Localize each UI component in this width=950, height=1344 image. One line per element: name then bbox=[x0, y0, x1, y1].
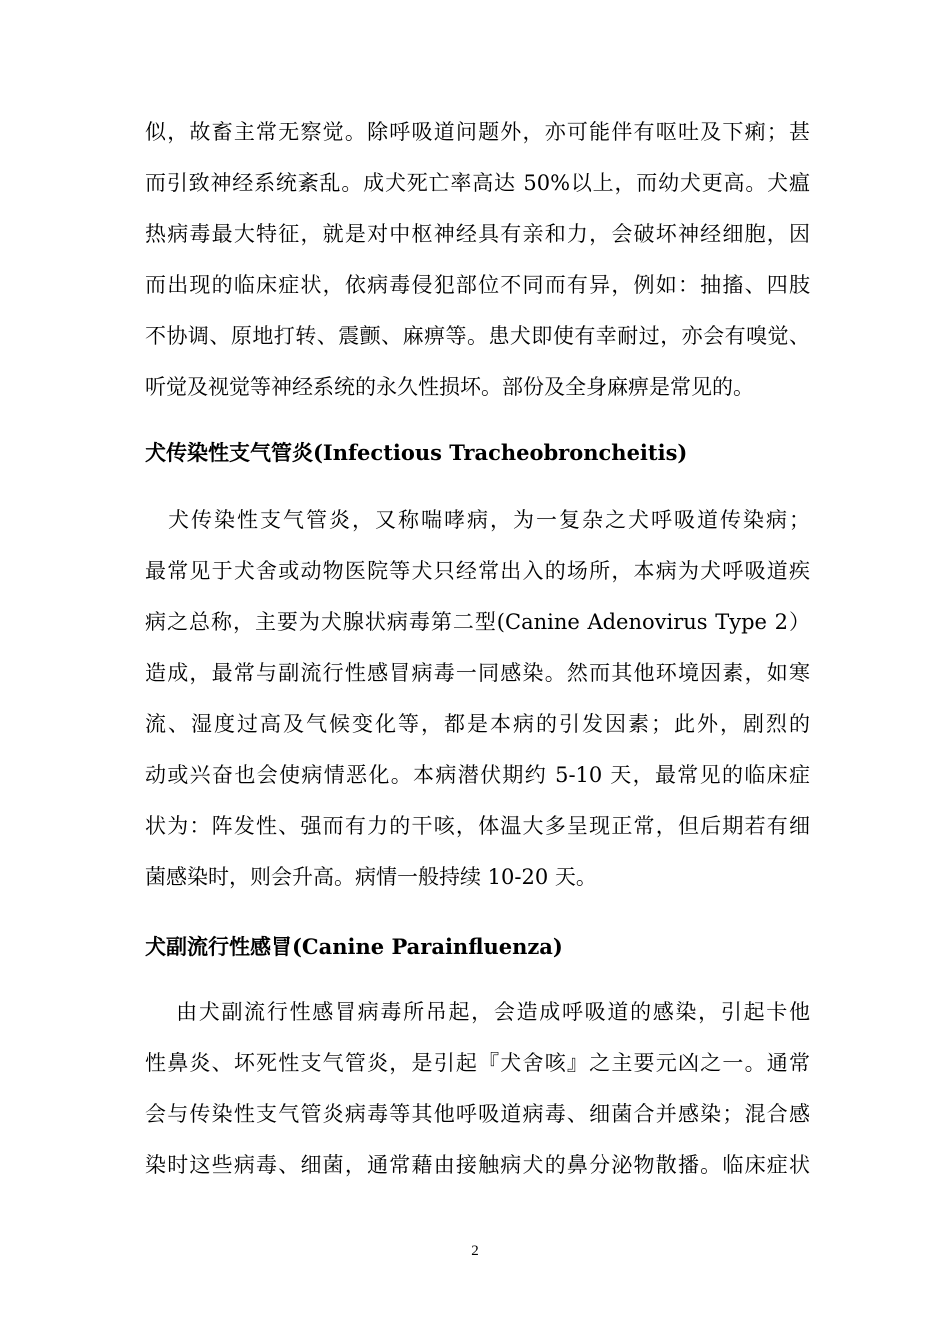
paragraph-line: 动或兴奋也会使病情恶化。本病潜伏期约 5-10 天，最常见的临床症 bbox=[145, 763, 810, 787]
paragraph-line: 菌感染时，则会升高。病情一般持续 10-20 天。 bbox=[145, 865, 597, 889]
paragraph-line: 病之总称，主要为犬腺状病毒第二型(Canine Adenovirus Type 2） bbox=[145, 610, 810, 634]
paragraph-line: 状为：阵发性、强而有力的干咳，体温大多呈现正常，但后期若有细 bbox=[145, 814, 810, 838]
section-heading-parainfluenza: 犬副流行性感冒(Canine Parainfluenza) bbox=[145, 934, 563, 959]
paragraph-line: 犬传染性支气管炎，又称喘哮病，为一复杂之犬呼吸道传染病； bbox=[145, 508, 810, 532]
paragraph-line: 而引致神经系统紊乱。成犬死亡率高达 50%以上，而幼犬更高。犬瘟 bbox=[145, 171, 810, 195]
paragraph-line: 会与传染性支气管炎病毒等其他呼吸道病毒、细菌合并感染；混合感 bbox=[145, 1102, 810, 1126]
paragraph-line: 流、湿度过高及气候变化等，都是本病的引发因素；此外，剧烈的 bbox=[145, 712, 810, 736]
paragraph-line: 而出现的临床症状，依病毒侵犯部位不同而有异，例如：抽搐、四肢 bbox=[145, 273, 810, 297]
paragraph-line: 造成，最常与副流行性感冒病毒一同感染。然而其他环境因素，如寒 bbox=[145, 661, 810, 685]
section-heading-tracheobronchitis: 犬传染性支气管炎(Infectious Tracheobroncheitis) bbox=[145, 440, 688, 465]
paragraph-line: 听觉及视觉等神经系统的永久性损坏。部份及全身麻痹是常见的。 bbox=[145, 375, 754, 399]
page-number: 2 bbox=[471, 1243, 479, 1259]
paragraph-line: 热病毒最大特征，就是对中枢神经具有亲和力，会破坏神经细胞，因 bbox=[145, 222, 810, 246]
paragraph-line: 最常见于犬舍或动物医院等犬只经常出入的场所，本病为犬呼吸道疾 bbox=[145, 559, 810, 583]
paragraph-line: 由犬副流行性感冒病毒所吊起，会造成呼吸道的感染，引起卡他 bbox=[145, 1000, 810, 1024]
paragraph-line: 染时这些病毒、细菌，通常藉由接触病犬的鼻分泌物散播。临床症状 bbox=[145, 1153, 810, 1177]
paragraph-line: 性鼻炎、坏死性支气管炎，是引起『犬舍咳』之主要元凶之一。通常 bbox=[145, 1051, 810, 1075]
paragraph-line: 似，故畜主常无察觉。除呼吸道问题外，亦可能伴有呕吐及下痢；甚 bbox=[145, 120, 810, 144]
paragraph-line: 不协调、原地打转、震颤、麻痹等。患犬即使有幸耐过，亦会有嗅觉、 bbox=[145, 324, 810, 348]
